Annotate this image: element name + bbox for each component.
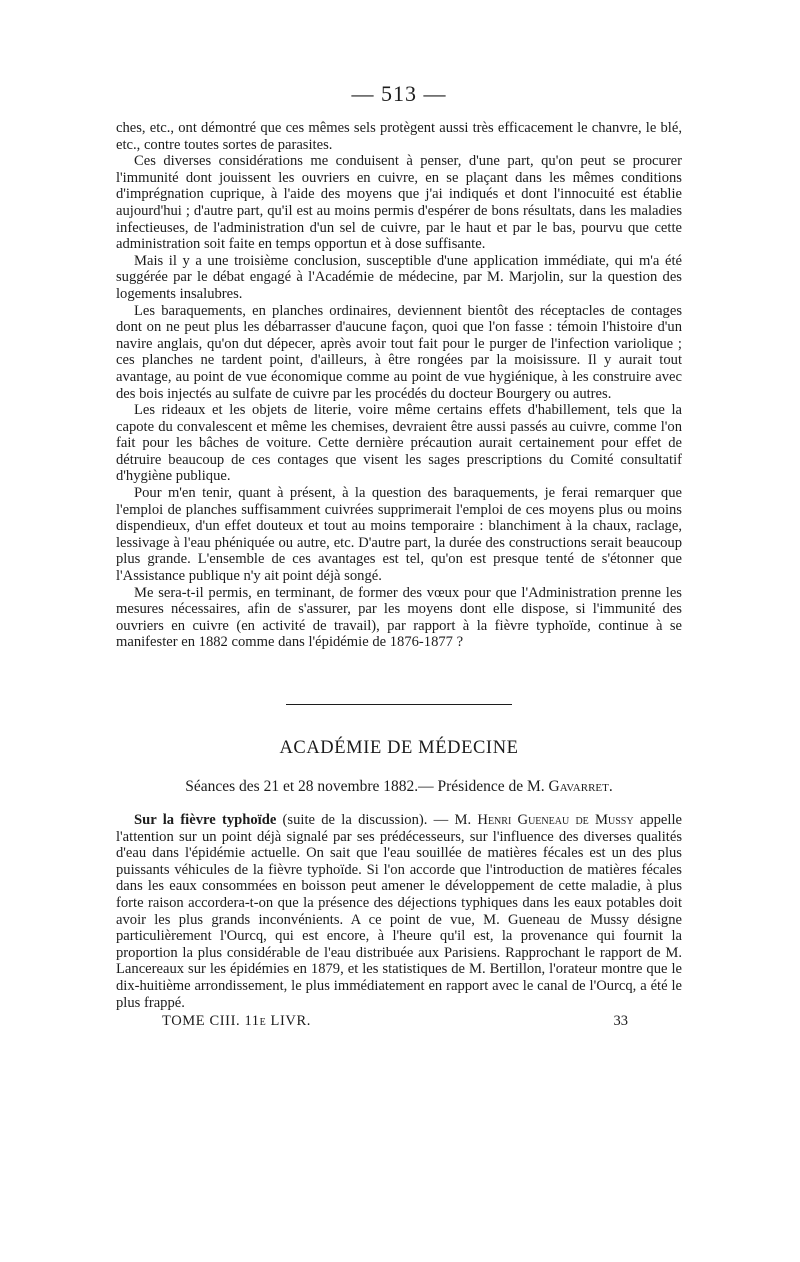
body-text: [116, 120, 682, 651]
session-president: Gavarret: [548, 778, 609, 795]
article-title: Sur la fièvre typhoïde: [134, 812, 277, 828]
article-paragraph: [116, 812, 682, 1011]
page-number: — 513 —: [351, 81, 447, 106]
paragraph-1: ches, etc., ont démontré que ces mêmes sels protègent aussi très efficacement le chanvre, le blé, etc., contre toutes sortes de parasites.: [116, 120, 682, 153]
section-heading: ACADÉMIE DE MÉDECINE: [279, 738, 519, 758]
document-page: [116, 82, 682, 1030]
paragraph-6: Pour m'en tenir, quant à présent, à la question des baraquements, je ferai remarquer que l'emploi de planches suffisamment cuivrées supprimerait l'emploi de ces moyens plus ou moins dispendieux, d'un effet douteux et tout au moins temporaire : blanchiment à la chaux, raclage, lessivage à l'eau phéniquée ou autre, etc. D'autre part, la durée des constructions serait beaucoup plus grande. L'ensemble de ces avantages est tel, qu'on est presque tenté de s'étonner que l'Assistance publique n'y ait point déjà songé.: [116, 485, 682, 585]
paragraph-4: Les baraquements, en planches ordinaires, deviennent bientôt des réceptacles de contages dont on ne peut plus les débarrasser d'aucune façon, quoi que l'on fasse : témoin l'histoire d'un navire anglais, qu'on dut dépecer, après avoir tout fait pour le purger de l'infection variolique ; ces planches ne tardent point, d'ailleurs, à être rongées par la moisissure. Il y aurait tout avantage, au point de vue économique comme au point de vue hygiénique, à les construire avec des bois injectés au sulfate de cuivre par les procédés du docteur Bourgery ou autres.: [116, 302, 682, 402]
footer-volume: TOME CIII. 11e LIVR.: [162, 1013, 311, 1030]
paragraph-5: Les rideaux et les objets de literie, voire même certains effets d'habillement, tels que la capote du convalescent et même les chemises, devraient être aussi passés au cuivre, comme l'on fait pour les bâches de voiture. Cette dernière précaution aurait certainement pour effet de détruire beaucoup de ces contages que visent les sages prescriptions du Comité consultatif d'hygiène publique.: [116, 402, 682, 485]
footer-signature-number: 33: [613, 1013, 628, 1030]
paragraph-7: Me sera-t-il permis, en terminant, de former des vœux pour que l'Administration prenne les mesures nécessaires, afin de s'assurer, par les moyens dont elle dispose, si l'immunité des ouvriers en cuivre (en activité de travail), par rapport à la fièvre typhoïde, continue à se manifester en 1882 comme dans l'épidémie de 1876-1877 ?: [116, 584, 682, 651]
article-text: appelle l'attention sur un point déjà signalé par ses prédécesseurs, sur l'influence des diverses qualités d'eau dans l'épidémie actuelle. On sait que l'eau souillée de matières fécales est un des plus puissants véhicules de la fièvre typhoïde. Si l'on accorde que l'introduction de matières fécales dans les eaux consommées en boisson peut amener le développement de cette maladie, à plus forte raison accordera-t-on que la présence des déjections typhiques dans les eaux potables doit avoir les plus grands inconvénients. A ce point de vue, M. Gueneau de Mussy désigne particulièrement l'Ourcq, qui est encore, à l'heure qu'il est, la provenance qui fournit la proportion la plus considérable de l'eau distribuée aux Parisiens. Rapprochant le rapport de M. Lancereaux sur les épidémies en 1879, et les statistiques de M. Bertillon, l'orateur montre que le dix-huitième arrondissement, le plus immédiatement en rapport avec le canal de l'Ourcq, a été le plus frappé.: [116, 812, 682, 1011]
section-divider: [286, 704, 512, 705]
session-end: .: [608, 778, 613, 795]
article-lead: (suite de la discussion). — M.: [276, 812, 478, 828]
paragraph-2: Ces diverses considérations me conduisent à penser, d'une part, qu'on peut se procurer l'immunité dont jouissent les ouvriers en cuivre, en se plaçant dans les mêmes conditions d'imprégnation cuprique, à l'aide des moyens que j'ai indiqués et dont l'innocuité est établie aujourd'hui ; d'autre part, qu'il est au moins permis d'espérer de bons résultats, dans les maladies infectieuses, de l'administration d'un sel de cuivre, par le haut et par le bas, pourvu que cette administration soit faite en temps opportun et à dose suffisante.: [116, 153, 682, 253]
page-footer: [116, 1012, 682, 1030]
article-speaker: Henri Gueneau de Mussy: [477, 812, 634, 828]
session-dates: Séances des 21 et 28 novembre 1882.— Présidence de M.: [185, 778, 545, 795]
paragraph-3: Mais il y a une troisième conclusion, susceptible d'une application immédiate, qui m'a été suggérée par le débat engagé à l'Académie de médecine, par M. Marjolin, sur la question des logements insalubres.: [116, 252, 682, 302]
session-line: [116, 777, 682, 797]
